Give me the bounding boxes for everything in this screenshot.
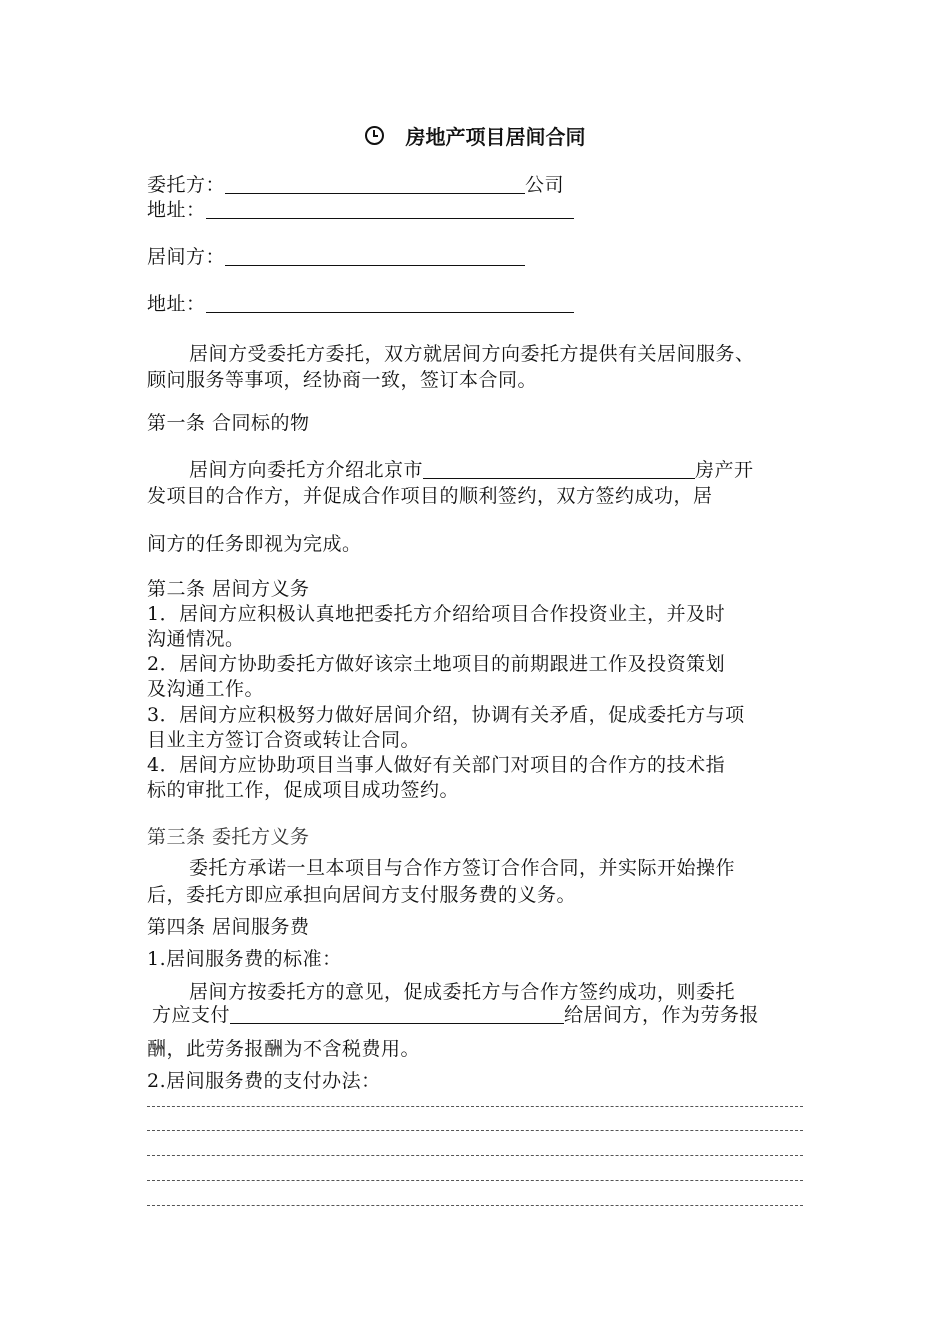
principal-name-blank: [225, 173, 525, 194]
article4-heading: 第四条 居间服务费: [147, 916, 310, 938]
principal-address-label: 地址：: [147, 199, 206, 221]
principal-address-blank: [206, 198, 574, 219]
intermediary-name-blank: [225, 245, 525, 266]
payment-method-blank-line-5: [147, 1205, 803, 1206]
intermediary-label: 居间方：: [147, 246, 226, 268]
intro-line-2: 顾问服务等事项，经协商一致，签订本合同。: [147, 369, 538, 391]
intermediary-line: [147, 245, 525, 269]
article4-line2-prefix: 方应支付: [152, 1004, 231, 1026]
fee-amount-blank: [230, 1003, 564, 1024]
article1-line-3: 间方的任务即视为完成。: [147, 533, 362, 555]
payment-method-blank-line-3: [147, 1155, 803, 1156]
principal-label: 委托方：: [147, 174, 226, 196]
article4-line-3: 酬，此劳务报酬为不含税费用。: [147, 1038, 421, 1060]
article4-line-1: 居间方按委托方的意见，促成委托方与合作方签约成功，则委托: [189, 981, 736, 1003]
article2-item3-line2: 目业主方签订合资或转让合同。: [147, 729, 421, 751]
article2-heading: 第二条 居间方义务: [147, 578, 310, 600]
article1-line-1: [147, 458, 754, 482]
article3-line-1: 委托方承诺一旦本项目与合作方签订合作合同，并实际开始操作: [189, 857, 736, 879]
principal-line: [147, 173, 564, 197]
payment-method-blank-line-4: [147, 1180, 803, 1181]
article2-item2-line1: 2．居间方协助委托方做好该宗土地项目的前期跟进工作及投资策划: [147, 653, 726, 675]
article2-item2-line2: 及沟通工作。: [147, 678, 265, 700]
article1-line1-prefix: 居间方向委托方介绍北京市: [189, 459, 424, 481]
payment-method-blank-line-1: [147, 1106, 803, 1107]
principal-address-line: [147, 198, 574, 222]
intro-line-1: 居间方受委托方委托，双方就居间方向委托方提供有关居间服务、: [189, 343, 755, 365]
article2-item4-line1: 4．居间方应协助项目当事人做好有关部门对项目的合作方的技术指: [147, 754, 726, 776]
project-name-blank: [423, 458, 695, 479]
article3-line-2: 后，委托方即应承担向居间方支付服务费的义务。: [147, 884, 577, 906]
payment-method-blank-line-2: [147, 1130, 803, 1131]
article2-item4-line2: 标的审批工作，促成项目成功签约。: [147, 779, 460, 801]
document-title: 房地产项目居间合同: [405, 125, 586, 149]
intermediary-address-label: 地址：: [147, 293, 206, 315]
intermediary-address-blank: [206, 292, 574, 313]
intermediary-address-line: [147, 292, 574, 316]
article4-line2-suffix: 给居间方，作为劳务报: [564, 1004, 760, 1026]
document-title-row: [0, 124, 950, 150]
article2-item1-line1: 1．居间方应积极认真地把委托方介绍给项目合作投资业主，并及时: [147, 603, 726, 625]
article2-item1-line2: 沟通情况。: [147, 628, 245, 650]
article3-heading: 第三条 委托方义务: [147, 826, 310, 848]
article1-heading: 第一条 合同标的物: [147, 412, 310, 434]
clock-icon: [365, 126, 384, 145]
article2-item3-line1: 3．居间方应积极努力做好居间介绍，协调有关矛盾，促成委托方与项: [147, 704, 745, 726]
article4-line-2: [152, 1003, 759, 1027]
principal-suffix: 公司: [525, 174, 565, 196]
article4-sub1: 1.居间服务费的标准：: [147, 948, 342, 970]
article1-line1-suffix: 房产开: [695, 459, 754, 481]
article1-line-2: 发项目的合作方，并促成合作项目的顺利签约，双方签约成功，居: [147, 485, 713, 507]
article4-sub2: 2.居间服务费的支付办法：: [147, 1070, 381, 1092]
